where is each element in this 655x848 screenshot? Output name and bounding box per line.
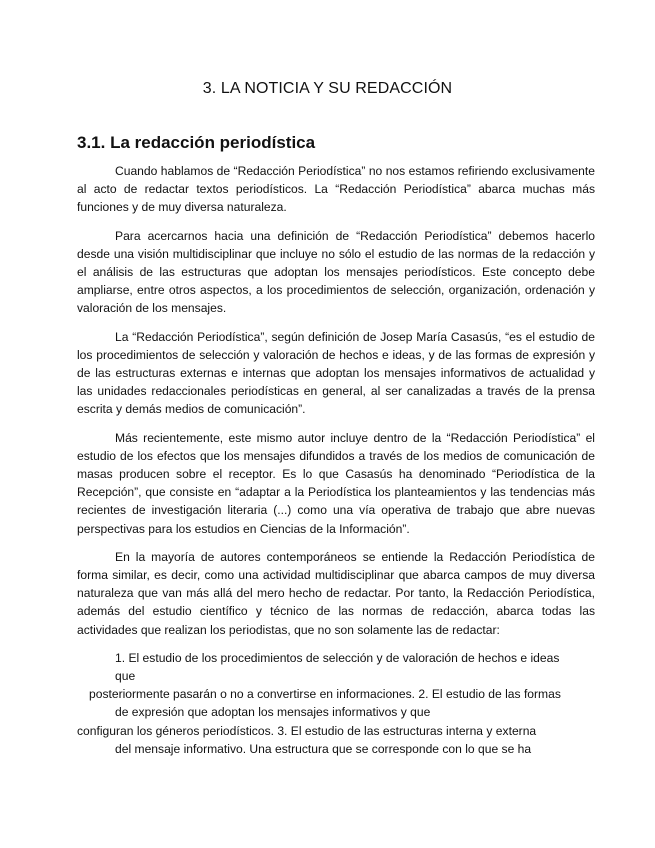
paragraph: Más recientemente, este mismo autor incluye dentro de la “Redacción Periodística” el estudio de los efectos que los mensajes difundidos a través de los medios de comunicación de masas producen sobre el receptor. Es lo que Casasús ha denominado “Periodística de la Recepción”, que consiste en “adaptar a la Periodística los planteamientos y las tendencias más recientes de investigación literaria (...) como una vía operativa de trabajo que abre nuevas perspectivas para los estudios en Ciencias de la Información”. xyxy=(77,430,595,536)
paragraph: La “Redacción Periodística”, según definición de Josep María Casasús, “es el estudio de los procedimientos de selección y valoración de hechos e ideas, y de las formas de expresión y de las estructuras externas e internas que adoptan los mensajes informativos de actualidad y las unidades redaccionales periodísticas en general, al ser canalizadas a través de la prensa escrita y demás medios de comunicación”. xyxy=(77,329,595,417)
list-line: que xyxy=(115,669,136,684)
section-body xyxy=(77,162,595,758)
list-line: del mensaje informativo. Una estructura que se corresponde con lo que se ha xyxy=(115,741,532,756)
list-line: configuran los géneros periodísticos. 3. El estudio de las estructuras interna y externa xyxy=(77,723,537,738)
list-line: 1. El estudio de los procedimientos de selección y de valoración de hechos e ideas xyxy=(115,650,560,665)
numbered-list xyxy=(77,649,595,758)
list-line: de expresión que adoptan los mensajes informativos y que xyxy=(115,705,431,720)
paragraph: Cuando hablamos de “Redacción Periodística” no nos estamos refiriendo exclusivamente al acto de redactar textos periodísticos. La “Redacción Periodística” abarca muchas más funciones y de muy diversa naturaleza. xyxy=(77,164,595,215)
document-title: 3. LA NOTICIA Y SU REDACCIÓN xyxy=(202,80,453,97)
list-line: posteriormente pasarán o no a convertirse en informaciones. 2. El estudio de las formas xyxy=(89,687,561,702)
paragraph: En la mayoría de autores contemporáneos se entiende la Redacción Periodística de forma similar, es decir, como una actividad multidisciplinar que abarca campos de muy diversa naturaleza que van más allá del mero hecho de redactar. Por tanto, la Redacción Periodística, además del estudio científico y técnico de las normas de redacción, abarca todas las actividades que realizan los periodistas, que no son solamente las de redactar: xyxy=(77,549,595,637)
paragraph: Para acercarnos hacia una definición de “Redacción Periodística” debemos hacerlo desde una visión multidisciplinar que incluye no sólo el estudio de las normas de la redacción y el análisis de las estructuras que adoptan los mensajes periodísticos. Este concepto debe ampliarse, entre otros aspectos, a los procedimientos de selección, organización, ordenación y valoración de los mensajes. xyxy=(77,228,595,316)
section-heading: 3.1. La redacción periodística xyxy=(77,133,316,152)
